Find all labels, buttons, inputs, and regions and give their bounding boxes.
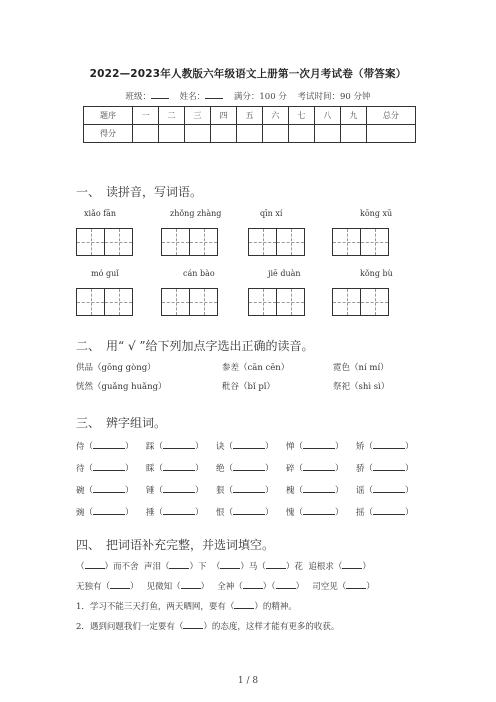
fill-blank[interactable] [163,484,195,493]
word-group-item [216,440,274,452]
question-1 [76,600,297,612]
fill-blank[interactable] [303,462,335,471]
score-input-cell[interactable] [366,125,415,143]
char-label: 豌 [76,508,85,518]
paren: ） [125,464,134,474]
name-label: 姓名： [179,92,206,102]
paren: （ [84,508,94,518]
score-cell: 八 [314,107,340,125]
fill-blank[interactable] [233,506,265,515]
page-title: 2022—2023年人教版六年级语文上册第一次月考试卷（带答案） [89,68,407,80]
fill-blank[interactable] [234,600,254,609]
paren: ） [335,508,344,518]
idiom-text: ） [366,582,375,592]
paren: ） [265,442,274,452]
writing-grid[interactable] [161,228,218,256]
score-cell: 三 [185,107,211,125]
char-label: 待 [76,464,85,474]
paren: （ [364,508,374,518]
paren: （ [84,464,94,474]
idiom-text: ） [295,582,305,592]
paren: ） [265,508,274,518]
char-label: 捶 [146,508,155,518]
char-label: 绝 [216,464,225,474]
score-cell: 一 [133,107,159,125]
fill-blank[interactable] [373,462,405,471]
pronunciation-item[interactable]: 参差（cān cēn） [222,363,290,373]
paren: （ [224,442,234,452]
paren: （ [294,442,304,452]
char-label: 谣 [356,486,365,496]
word-group-item [356,462,414,474]
idiom-text: 全神（ [217,582,243,592]
idiom-line-1 [76,560,371,572]
pronunciation-item[interactable]: 供品（gōng gòng） [76,363,156,373]
char-label: 恨 [216,508,225,518]
fill-blank[interactable] [233,484,265,493]
score-input-cell[interactable] [210,125,236,143]
word-group-item [286,440,344,452]
word-group-item [286,462,344,474]
paren: （ [224,508,234,518]
fill-blank[interactable] [373,484,405,493]
fill-blank[interactable] [110,580,130,589]
idiom-text: ）（ [262,582,276,592]
idiom-line-2 [76,580,375,592]
paren: （ [224,486,234,496]
score-input-cell[interactable] [236,125,262,143]
paren: （ [154,442,164,452]
section-title: 辨字组词。 [106,416,167,430]
paren: ） [195,464,204,474]
fill-blank[interactable] [220,560,240,569]
section-number: 四、 [76,538,101,552]
section-title: 读拼音，写词语。 [106,185,203,199]
section-1-heading [76,183,202,200]
word-group-item [76,462,134,474]
char-label: 摇 [356,508,365,518]
paren: （ [154,508,164,518]
paren: ） [405,486,414,496]
word-group-item [286,506,344,518]
word-group-item [146,440,204,452]
pinyin-label: kōng xū [360,209,393,218]
score-cell: 题序 [84,107,133,125]
paren: （ [154,486,164,496]
name-field [180,92,224,102]
paren: （ [224,464,234,474]
pinyin-label: zhǒng zhàng [170,209,222,218]
section-title: 用“ √ ”给下列加点字选出正确的读音。 [106,339,314,353]
writing-grid[interactable] [332,288,389,316]
fill-blank[interactable] [342,560,362,569]
word-group-item [216,506,274,518]
paren: ） [335,464,344,474]
score-input-cell[interactable] [159,125,185,143]
score-input-cell[interactable] [340,125,366,143]
pronunciation-item[interactable]: 恍然（guǎng huǎng） [76,382,167,392]
paren: ） [335,442,344,452]
fill-blank[interactable] [303,506,335,515]
score-input-cell[interactable] [288,125,314,143]
word-group-item [286,484,344,496]
score-input-cell[interactable] [185,125,211,143]
section-number: 三、 [76,416,101,430]
paren: ） [125,508,134,518]
char-label: 睬 [146,464,155,474]
question-text: ）的态度，这样才能有更多的收获。 [203,622,340,632]
word-group-item [356,506,414,518]
writing-grid[interactable] [248,228,305,256]
idiom-text: ） [130,582,139,592]
writing-grid[interactable] [332,228,389,256]
paren: （ [364,442,374,452]
char-label: 狠 [216,486,225,496]
pinyin-label: cán bào [183,269,215,278]
score-cell: 五 [236,107,262,125]
fill-blank[interactable] [93,484,125,493]
paren: （ [84,486,94,496]
section-2-heading [76,337,314,354]
score-input-cell[interactable] [314,125,340,143]
char-label: 槐 [286,486,295,496]
class-field [125,92,169,102]
fill-blank[interactable] [93,462,125,471]
writing-grid[interactable] [248,288,305,316]
char-label: 锤 [146,486,155,496]
score-cell: 总分 [366,107,415,125]
word-group-item [216,462,274,474]
char-label: 侍 [76,442,85,452]
idiom-text: ） [200,582,210,592]
pinyin-label: kǒng bù [360,269,393,278]
score-table [83,106,416,143]
fill-blank[interactable] [181,580,201,589]
fill-blank[interactable] [163,440,195,449]
fill-blank[interactable] [243,580,263,589]
pinyin-label: qīn xí [260,209,283,218]
paren: ） [265,486,274,496]
score-value-row [84,125,416,143]
fill-blank[interactable] [266,560,286,569]
pinyin-label: jiē duàn [268,269,301,278]
paren: ） [405,464,414,474]
paren: （ [294,486,304,496]
paren: （ [294,508,304,518]
page-number: 1 / 8 [237,676,259,686]
idiom-text: （ [211,562,221,572]
char-label: 惮 [286,442,295,452]
char-label: 骄 [356,464,365,474]
idiom-text: 追根求（ [308,562,343,572]
score-cell: 七 [288,107,314,125]
exam-info [0,90,496,102]
paren: ） [265,464,274,474]
score-header-row [84,107,416,125]
pronunciation-item[interactable]: 霓色（ní mí） [333,363,389,373]
section-title: 把词语补充完整，并选词填空。 [106,538,275,552]
section-4-heading [76,536,274,553]
class-blank [151,91,169,99]
question-text: 1．学习不能三天打鱼，两天晒网，要有（ [76,602,235,612]
word-group-item [146,484,204,496]
paren: （ [84,442,94,452]
pinyin-label: xiǎo fān [84,209,117,218]
word-group-item [216,484,274,496]
fill-blank[interactable] [183,620,203,629]
fill-blank[interactable] [303,440,335,449]
idiom-text: （ [76,562,85,572]
pronunciation-item[interactable]: 祭祀（shì sì） [333,382,390,392]
writing-grid[interactable] [161,288,218,316]
section-number: 一、 [76,185,101,199]
word-group-item [76,506,134,518]
fill-blank[interactable] [93,506,125,515]
score-label-cell: 得分 [84,125,133,143]
char-label: 碗 [76,486,85,496]
idiom-text: 声泪（ [143,562,170,572]
paren: ） [195,442,204,452]
fill-blank[interactable] [169,560,189,569]
score-cell: 二 [159,107,185,125]
word-group-item [76,440,134,452]
char-label: 诀 [216,442,225,452]
fill-blank[interactable] [163,462,195,471]
name-blank [205,91,223,99]
char-label: 碎 [286,464,295,474]
class-label: 班级： [125,92,151,102]
score-cell: 六 [262,107,288,125]
idiom-text: 见微知（ [146,582,181,592]
word-group-item [76,484,134,496]
exam-time: 考试时间：90 分钟 [297,92,371,102]
question-text: 2．遇到问题我们一定要有（ [76,622,184,632]
paren: ） [125,442,134,452]
paren: ） [195,486,204,496]
paren: （ [364,464,374,474]
paren: ） [195,508,204,518]
fill-blank[interactable] [93,440,125,449]
paren: ） [125,486,134,496]
fill-blank[interactable] [233,462,265,471]
score-input-cell[interactable] [262,125,288,143]
paren: ） [335,486,344,496]
fill-blank[interactable] [163,506,195,515]
fill-blank[interactable] [85,560,105,569]
idiom-text: 司空见（ [312,582,347,592]
paren: ） [405,508,414,518]
score-cell: 九 [340,107,366,125]
fill-blank[interactable] [303,484,335,493]
char-label: 愧 [286,508,295,518]
word-group-item [356,440,414,452]
paren: （ [294,464,304,474]
paren: （ [154,464,164,474]
idiom-text: ） [362,562,371,572]
score-input-cell[interactable] [133,125,159,143]
question-text: ）的精神。 [254,602,297,612]
full-score: 满分：100 分 [233,92,287,102]
char-label: 矫 [356,442,365,452]
question-2 [76,620,339,632]
fill-blank[interactable] [373,440,405,449]
idiom-text: ）马（ [240,562,266,572]
char-label: 踩 [146,442,155,452]
idiom-text: ）而不舍 [104,562,139,572]
idiom-text: 无独有（ [76,582,111,592]
fill-blank[interactable] [346,580,366,589]
pinyin-label: mó guǐ [91,269,119,278]
writing-grid[interactable] [76,288,133,316]
writing-grid[interactable] [76,228,133,256]
score-cell: 四 [210,107,236,125]
idiom-text: ）花 [285,562,303,572]
fill-blank[interactable] [233,440,265,449]
fill-blank[interactable] [373,506,405,515]
word-group-item [356,484,414,496]
paren: （ [364,486,374,496]
section-number: 二、 [76,339,101,353]
word-group-item [146,506,204,518]
section-3-heading [76,414,166,431]
idiom-text: ）下 [189,562,207,572]
word-group-item [146,462,204,474]
fill-blank[interactable] [276,580,296,589]
paren: ） [405,442,414,452]
pronunciation-item[interactable]: 秕谷（bǐ pǐ） [222,382,276,392]
